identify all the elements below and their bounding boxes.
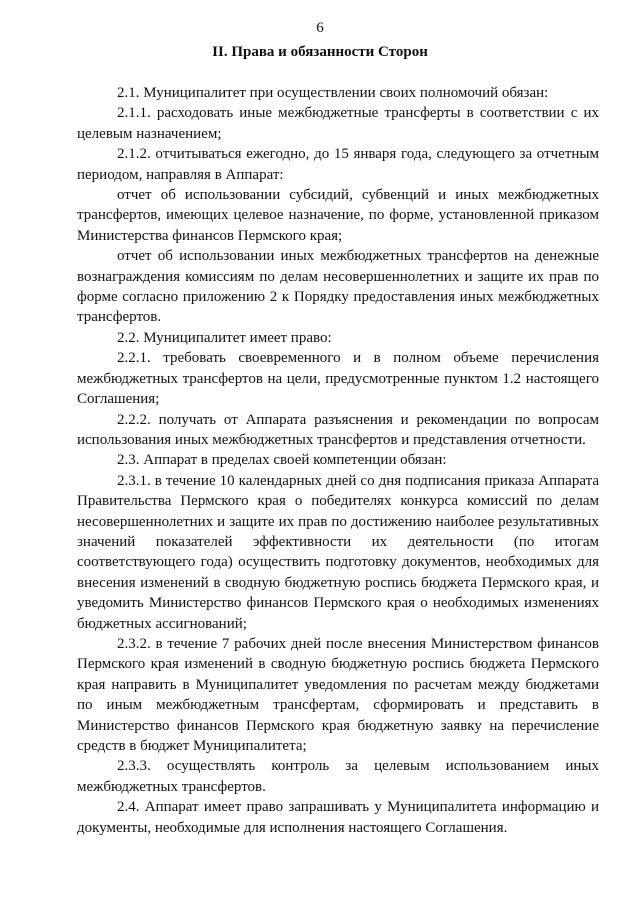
paragraph-2-3: 2.3. Аппарат в пределах своей компетенции обязан:	[117, 452, 447, 469]
paragraph-report-rewards: отчет об использовании иных межбюджетных трансфертов на денежные вознаграждения комиссиям по делам несовершеннолетних и защите их прав по форме согласно приложению 2 к Порядку предоставления иных межбюджетных трансфертов.	[77, 248, 599, 326]
paragraph-2-3-1: 2.3.1. в течение 10 календарных дней со дня подписания приказа Аппарата Правительства Пермского края о победителях конкурса комиссий по делам несовершеннолетних и защите их прав по достижению наиболее результативных значений показателей эффективности их деятельности (по итогам соответствующего года) осуществить подготовку документов, необходимых для внесения изменений в сводную бюджетную роспись бюджета Пермского края, и уведомить Министерство финансов Пермского края о необходимых изменениях бюджетных ассигнований;	[77, 472, 599, 632]
paragraph-2-2: 2.2. Муниципалитет имеет право:	[117, 329, 332, 346]
section-title: II. Права и обязанности Сторон	[212, 44, 428, 60]
paragraph-2-3-2: 2.3.2. в течение 7 рабочих дней после внесения Министерством финансов Пермского края изменений в сводную бюджетную роспись бюджета Пермского края направить в Муниципалитет уведомления по расчетам между бюджетами по иным межбюджетным трансфертам, сформировать и представить в Министерство финансов Пермского края бюджетную заявку на перечисление средств в бюджет Муниципалитета;	[77, 635, 599, 754]
paragraph-2-4: 2.4. Аппарат имеет право запрашивать у Муниципалитета информацию и документы, необходимые для исполнения настоящего Соглашения.	[77, 799, 599, 836]
paragraph-2-2-2: 2.2.2. получать от Аппарата разъяснения и рекомендации по вопросам использования иных межбюджетных трансфертов и представления отчетности.	[77, 411, 599, 448]
paragraph-2-3-3: 2.3.3. осуществлять контроль за целевым использованием иных межбюджетных трансфертов.	[77, 758, 599, 795]
page-number: 6	[316, 20, 324, 36]
body-text	[77, 83, 599, 838]
paragraph-2-2-1: 2.2.1. требовать своевременного и в полном объеме перечисления межбюджетных трансфертов на цели, предусмотренные пунктом 1.2 настоящего Соглашения;	[77, 350, 599, 408]
paragraph-2-1-1: 2.1.1. расходовать иные межбюджетные трансферты в соответствии с их целевым назначением;	[77, 105, 599, 142]
paragraph-2-1-2: 2.1.2. отчитываться ежегодно, до 15 января года, следующего за отчетным периодом, направляя в Аппарат:	[77, 146, 599, 183]
paragraph-2-1: 2.1. Муниципалитет при осуществлении своих полномочий обязан:	[117, 85, 549, 101]
paragraph-report-subsidies: отчет об использовании субсидий, субвенций и иных межбюджетных трансфертов, имеющих целевое назначение, по форме, установленной приказом Министерства финансов Пермского края;	[77, 187, 599, 244]
